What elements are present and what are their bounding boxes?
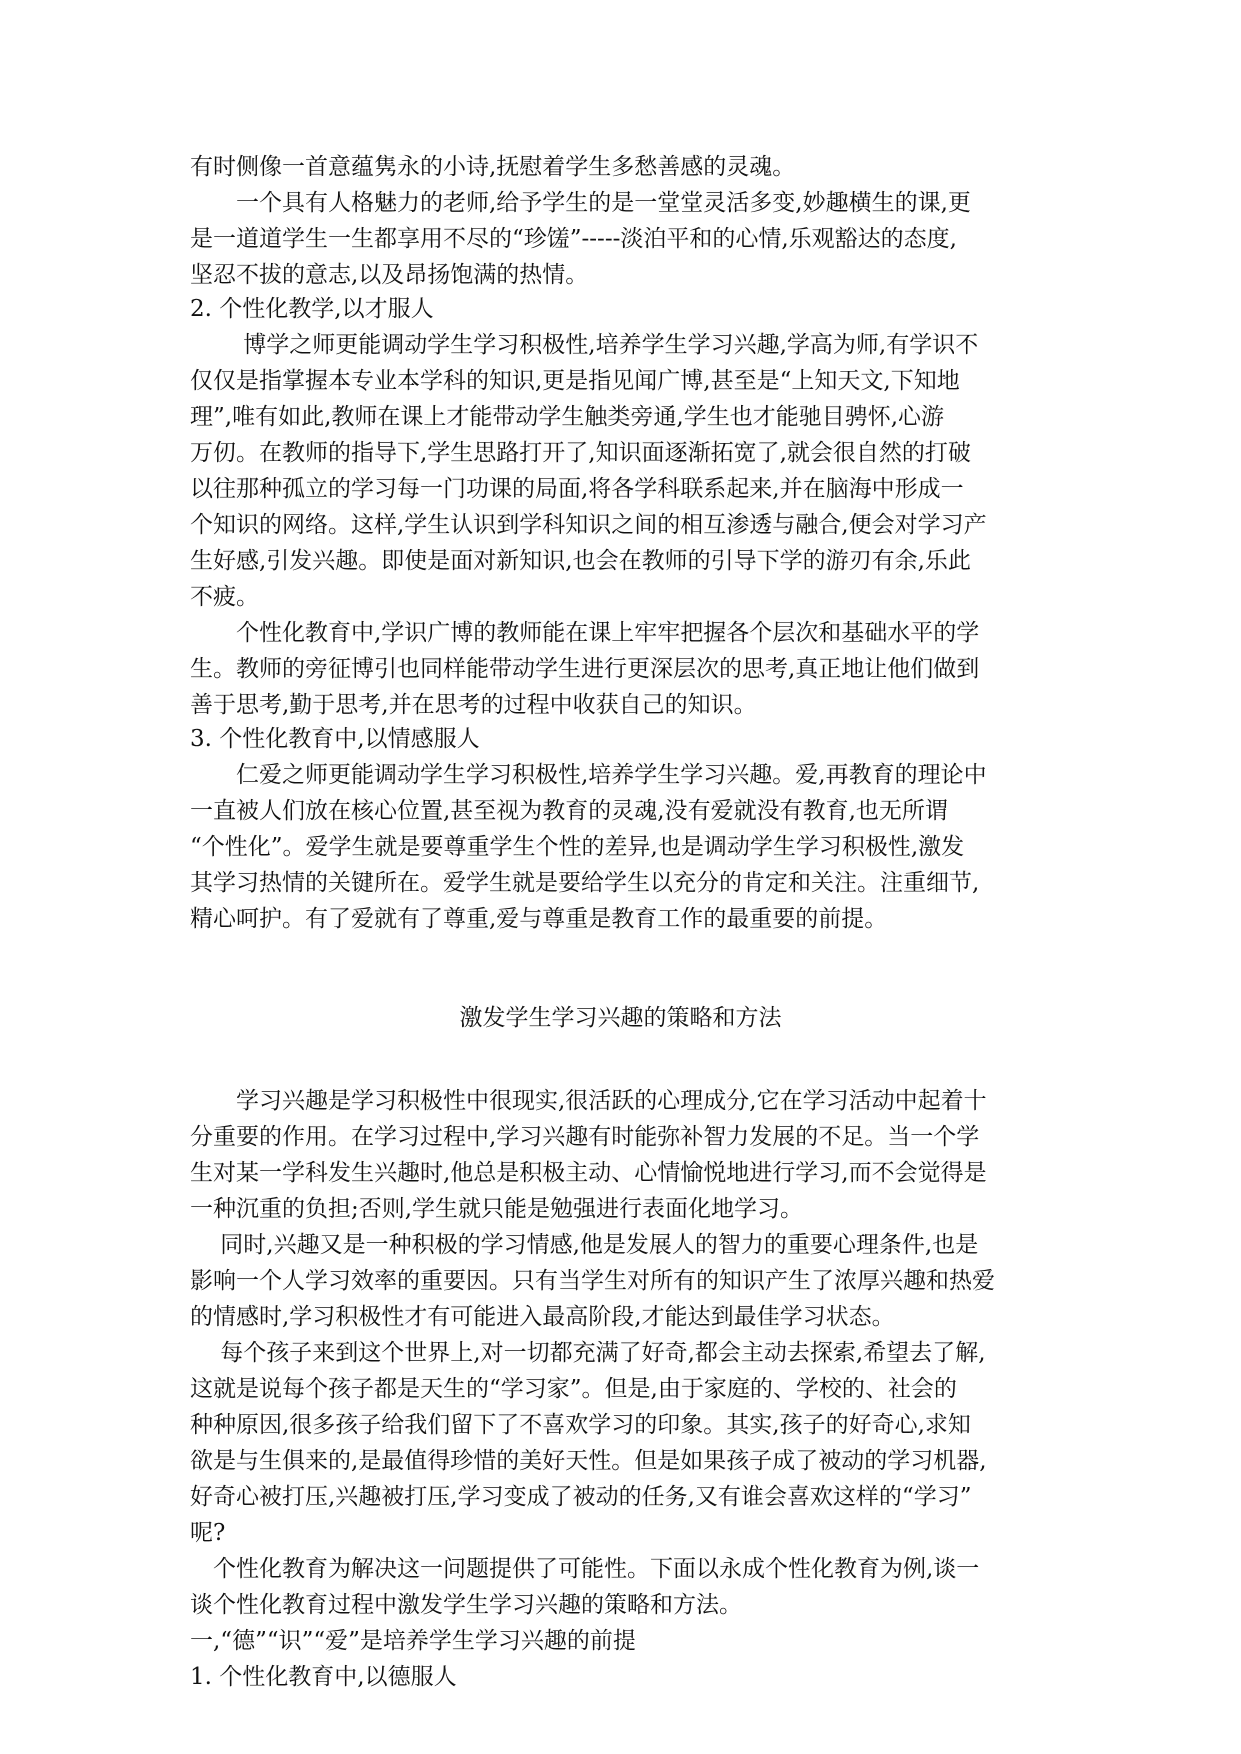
paragraph-line: 博学之师更能调动学生学习积极性,培养学生学习兴趣,学高为师,有学识不	[190, 332, 979, 358]
section-heading: 2. 个性化教学,以才服人	[190, 296, 434, 322]
paragraph-line: 其学习热情的关键所在。爱学生就是要给学生以充分的肯定和关注。注重细节,	[190, 870, 980, 896]
paragraph-line: 同时,兴趣又是一种积极的学习情感,他是发展人的智力的重要心理条件,也是	[190, 1232, 979, 1258]
paragraph-line: 生。教师的旁征博引也同样能带动学生进行更深层次的思考,真正地让他们做到	[190, 656, 980, 682]
paragraph-line: 是一道道学生一生都享用不尽的“珍馐”-----淡泊平和的心情,乐观豁达的态度,	[190, 226, 957, 252]
section-heading: 一,“德”“识”“爱”是培养学生学习兴趣的前提	[190, 1628, 636, 1654]
paragraph-line: 这就是说每个孩子都是天生的“学习家”。但是,由于家庭的、学校的、社会的	[190, 1376, 957, 1402]
paragraph-line: 一直被人们放在核心位置,甚至视为教育的灵魂,没有爱就没有教育,也无所谓	[190, 798, 948, 824]
paragraph-line: 坚忍不拔的意志,以及昂扬饱满的热情。	[190, 262, 589, 288]
paragraph-line: 欲是与生俱来的,是最值得珍惜的美好天性。但是如果孩子成了被动的学习机器,	[190, 1448, 987, 1474]
paragraph-line: 仁爱之师更能调动学生学习积极性,培养学生学习兴趣。爱,再教育的理论中	[190, 762, 987, 788]
paragraph-line: 分重要的作用。在学习过程中,学习兴趣有时能弥补智力发展的不足。当一个学	[190, 1124, 980, 1150]
paragraph-line: 一个具有人格魅力的老师,给予学生的是一堂堂灵活多变,妙趣横生的课,更	[190, 190, 971, 216]
paragraph-line: 精心呵护。有了爱就有了尊重,爱与尊重是教育工作的最重要的前提。	[190, 906, 888, 932]
paragraph-line: 生好感,引发兴趣。即使是面对新知识,也会在教师的引导下学的游刃有余,乐此	[190, 548, 971, 574]
paragraph-line: 谈个性化教育过程中激发学生学习兴趣的策略和方法。	[190, 1592, 742, 1618]
paragraph-line: 万仞。在教师的指导下,学生思路打开了,知识面逐渐拓宽了,就会很自然的打破	[190, 440, 971, 466]
paragraph-line: 个性化教育为解决这一问题提供了可能性。下面以永成个性化教育为例,谈一	[190, 1556, 980, 1582]
paragraph-line: 种种原因,很多孩子给我们留下了不喜欢学习的印象。其实,孩子的好奇心,求知	[190, 1412, 971, 1438]
paragraph-line: 一种沉重的负担;否则,学生就只能是勉强进行表面化地学习。	[190, 1196, 804, 1222]
paragraph-line: 有时侧像一首意蕴隽永的小诗,抚慰着学生多愁善感的灵魂。	[190, 154, 796, 180]
paragraph-line: 仅仅是指掌握本专业本学科的知识,更是指见闻广博,甚至是“上知天文,下知地	[190, 368, 960, 394]
paragraph-line: 的情感时,学习积极性才有可能进入最高阶段,才能达到最佳学习状态。	[190, 1304, 895, 1330]
paragraph-line: 影响一个人学习效率的重要因。只有当学生对所有的知识产生了浓厚兴趣和热爱	[190, 1268, 995, 1294]
paragraph-line: 不疲。	[190, 584, 259, 610]
paragraph-line: 每个孩子来到这个世界上,对一切都充满了好奇,都会主动去探索,希望去了解,	[190, 1340, 986, 1366]
paragraph-line: 理”,唯有如此,教师在课上才能带动学生触类旁通,学生也才能驰目骋怀,心游	[190, 404, 945, 430]
paragraph-line: 个知识的网络。这样,学生认识到学科知识之间的相互渗透与融合,便会对学习产	[190, 512, 987, 538]
section-heading: 3. 个性化教育中,以情感服人	[190, 726, 480, 752]
subsection-heading: 1. 个性化教育中,以德服人	[190, 1664, 457, 1690]
paragraph-line: 呢?	[190, 1520, 226, 1546]
paragraph-line: 个性化教育中,学识广博的教师能在课上牢牢把握各个层次和基础水平的学	[190, 620, 980, 646]
paragraph-line: 生对某一学科发生兴趣时,他总是积极主动、心情愉悦地进行学习,而不会觉得是	[190, 1160, 987, 1186]
paragraph-line: 以往那种孤立的学习每一门功课的局面,将各学科联系起来,并在脑海中形成一	[190, 476, 964, 502]
paragraph-line: “个性化”。爱学生就是要尊重学生个性的差异,也是调动学生学习积极性,激发	[190, 834, 965, 860]
paragraph-line: 好奇心被打压,兴趣被打压,学习变成了被动的任务,又有谁会喜欢这样的“学习”	[190, 1484, 972, 1510]
paragraph-line: 善于思考,勤于思考,并在思考的过程中收获自己的知识。	[190, 692, 757, 718]
paragraph-line: 学习兴趣是学习积极性中很现实,很活跃的心理成分,它在学习活动中起着十	[190, 1088, 987, 1114]
article-title: 激发学生学习兴趣的策略和方法	[459, 1005, 782, 1031]
